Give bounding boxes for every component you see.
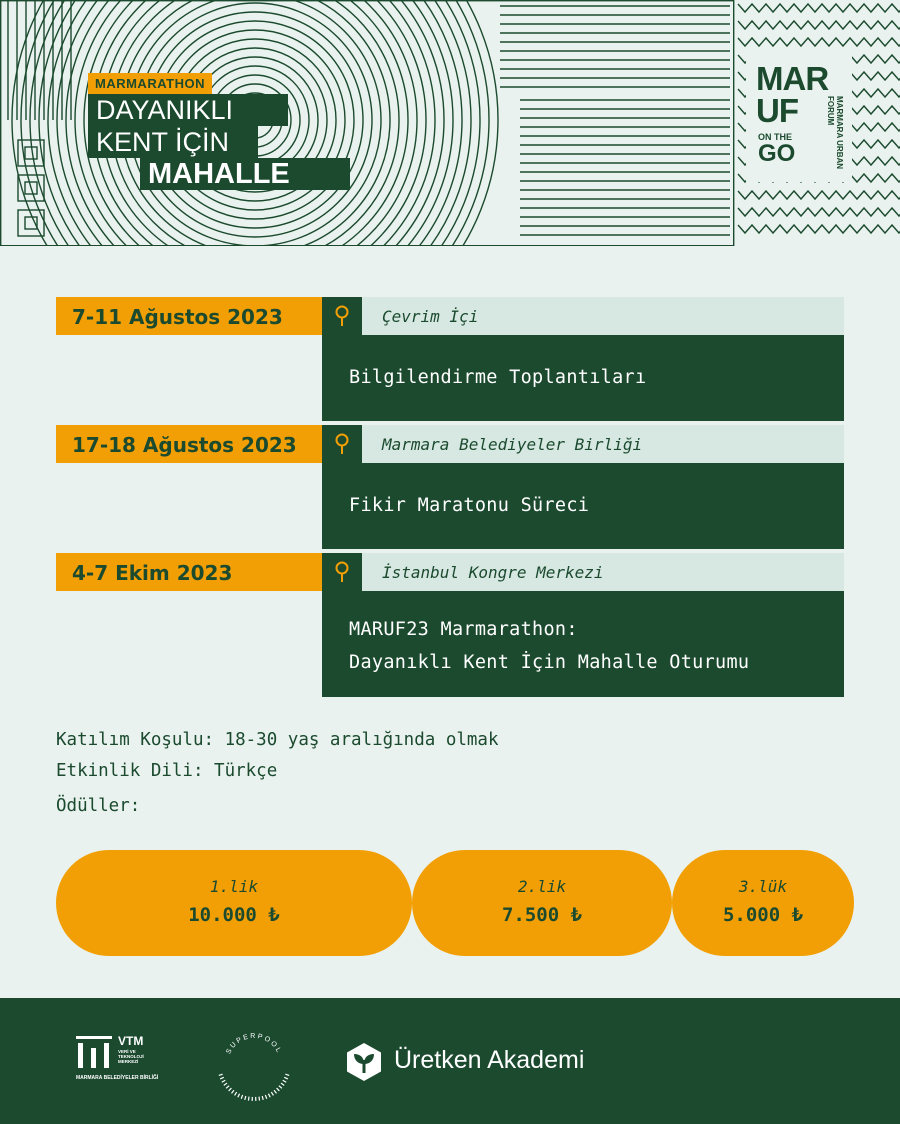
location-bar	[362, 553, 844, 591]
location-text: İstanbul Kongre Merkezi	[382, 563, 604, 582]
logo-on-the: ON THE	[758, 132, 793, 142]
title-line-3: MAHALLE	[140, 158, 350, 190]
logo-uf: UF	[756, 92, 798, 129]
prize-amount: 5.000 ₺	[722, 904, 804, 926]
title-line-2: KENT İÇİN	[88, 126, 258, 158]
footer	[0, 998, 900, 1124]
header-banner	[0, 0, 900, 248]
vtm-org: MARMARA BELEDİYELER BİRLİĞİ	[76, 1075, 159, 1081]
svg-text:SUPERPOOL	[225, 1033, 282, 1055]
date-text: 7-11 Ağustos 2023	[72, 305, 283, 329]
location-text: Çevrim İçi	[382, 307, 479, 326]
prize-third	[672, 850, 854, 956]
logo-mar: MAR	[756, 60, 829, 97]
event-title-line-1: MARUF23 Marmarathon:	[349, 619, 578, 640]
event-box	[322, 463, 844, 549]
prize-second	[412, 850, 672, 956]
location-pin-icon	[322, 425, 362, 463]
uretken-akademi-icon	[344, 1042, 384, 1082]
date-text: 17-18 Ağustos 2023	[72, 433, 297, 457]
prize-amount: 10.000 ₺	[188, 904, 280, 926]
title-line-1: DAYANIKLI	[88, 94, 288, 126]
event-title-line-2: Dayanıklı Kent İçin Mahalle Oturumu	[349, 652, 750, 673]
prize-first	[56, 850, 412, 956]
participation-condition: Katılım Koşulu: 18-30 yaş aralığında olmak	[56, 730, 499, 750]
location-bar	[362, 425, 844, 463]
prize-rank: 1.lik	[209, 877, 259, 896]
vtm-bars-icon	[76, 1034, 112, 1070]
date-badge	[56, 297, 322, 335]
marmarathon-tag: MARMARATHON	[88, 73, 212, 94]
event-box	[322, 335, 844, 421]
event-language: Etkinlik Dili: Türkçe	[56, 761, 278, 781]
event-title-text: Bilgilendirme Toplantıları	[349, 367, 647, 388]
vtm-subtitle: VERİ VE TEKNOLOJİ MERKEZİ	[118, 1049, 144, 1064]
prizes-label: Ödüller:	[56, 796, 141, 816]
vtm-logo	[76, 1034, 176, 1084]
date-badge	[56, 425, 322, 463]
prize-rank: 3.lük	[738, 877, 788, 896]
superpool-logo	[214, 1024, 294, 1104]
superpool-text: SUPERPOOL	[225, 1032, 283, 1056]
location-pin-icon	[322, 553, 362, 591]
date-text: 4-7 Ekim 2023	[72, 561, 233, 585]
event-box	[322, 591, 844, 697]
maruf-logo	[752, 58, 846, 176]
uretken-akademi-label: Üretken Akademi	[394, 1046, 585, 1074]
location-text: Marmara Belediyeler Birliği	[382, 435, 643, 454]
location-bar	[362, 297, 844, 335]
date-badge	[56, 553, 322, 591]
vtm-title: VTM	[118, 1034, 144, 1048]
event-title	[88, 73, 350, 190]
prize-rank: 2.lik	[517, 877, 567, 896]
prize-amount: 7.500 ₺	[501, 904, 583, 926]
event-title-text: Fikir Maratonu Süreci	[349, 495, 590, 516]
logo-vertical-text: MARMARA URBAN FORUM	[826, 96, 844, 170]
location-pin-icon	[322, 297, 362, 335]
logo-go: GO	[758, 140, 796, 167]
